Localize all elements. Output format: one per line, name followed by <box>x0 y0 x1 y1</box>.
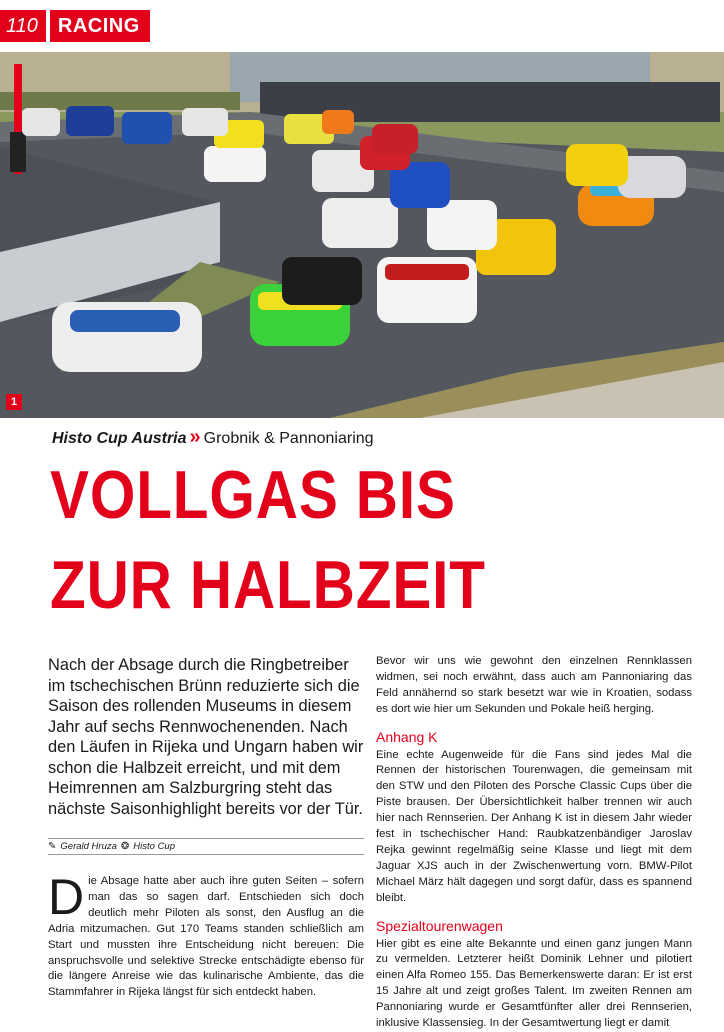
race-cars-photo <box>0 52 724 418</box>
race-photo-illustration <box>0 52 724 418</box>
headline <box>50 450 486 630</box>
body-right-intro: Bevor wir uns wie gewohnt den einzelnen Rennklassen widmen, sei noch erwähnt, dass auch am Pannoniaring das Feld annähernd so stark besetzt war wie in Kroatien, sodass es dort wie hier um Sekunden und Pokale heiß herging. <box>376 655 692 715</box>
body-right-column <box>376 654 692 1032</box>
photo-caption-number: 1 <box>6 394 22 410</box>
kicker-line <box>52 426 374 449</box>
headline-line-1: VOLLGAS BIS <box>50 457 456 533</box>
chevron-icon: » <box>189 426 201 448</box>
lead-paragraph: Nach der Absage durch die Ringbetreiber im tschechischen Brünn reduzierte sich die Saison des rollenden Museums in diesem Jahr auf sechs Rennwochenenden. Nach den Läufen in Rijeka und Ungarn haben wir schon die Halbzeit erreicht, und mit dem Heimrennen am Salzburgring steht das nächste Saisonhighlight bereits vor der Tür. <box>48 656 364 818</box>
section-label: RACING <box>50 10 150 42</box>
body-left-text: ie Absage hatte aber auch ihre guten Seiten – sofern man das so sagen darf. Entschieden sich doch deutlich mehr Piloten als sonst, den Ausflug an die Adria mitzumachen. Gut 170 Teams standen schließlich am Start und mussten ihre Entscheidung nicht bereuen: Die anspruchsvolle und selektive Strecke entschädigte ebenso für die längere Anreise wie das kulinarische Ambiente, das die Stammfahrer in Rijeka längst für sich entdeckt haben. <box>48 875 364 999</box>
headline-line-2: ZUR HALBZEIT <box>50 547 486 623</box>
section-text-spezialtourenwagen: Hier gibt es eine alte Bekannte und einen ganz jungen Mann zu vermelden. Letzterer heißt Dominik Lehner und pilotiert einen Alfa Romeo 155. Das Bemerkenswerte daran: Er ist erst 15 Jahre alt und zeigt großes Talent. Im zweiten Rennen am Pannoniaring wurde er Gesamtfünfter aller drei Rennserien, inklusive Klassensieg. In der Gesamtwertung liegt er damit <box>376 937 692 1030</box>
credit-line <box>48 838 364 855</box>
subhead-spezialtourenwagen: Spezialtourenwagen <box>376 917 503 934</box>
photographer-name: Histo Cup <box>133 841 175 852</box>
subhead-anhang-k: Anhang K <box>376 728 438 745</box>
pencil-icon: ✎ <box>48 841 57 852</box>
body-left-column <box>48 869 364 1001</box>
section-text-anhang-k: Eine echte Augenweide für die Fans sind jedes Mal die Rennen der historischen Tourenwagen, die gemeinsam mit den STW und den Piloten des Porsche Classic Cups über die Piste brausen. Der Übersichtlichkeit halber trennen wir auch hier nach Rennserien. Der Anhang K ist in diesem Jahr wieder fest in tschechischer Hand: Raubkatzenbändiger Jaroslav Rejka gewinnt regelmäßig seine Klasse und liegt mit dem Jaguar XJS auch in der Zwischenwertung vorn. BMW-Pilot Michael März hält dagegen und sorgt dafür, dass es spannend bleibt. <box>376 748 692 904</box>
page-number: 110 <box>0 10 46 42</box>
camera-icon: ❂ <box>120 841 130 852</box>
drop-cap: D <box>48 869 85 925</box>
series-name: Histo Cup Austria <box>52 430 187 447</box>
page-header <box>0 10 150 42</box>
venues: Grobnik & Pannoniaring <box>203 430 374 447</box>
author-name: Gerald Hruza <box>60 841 117 852</box>
